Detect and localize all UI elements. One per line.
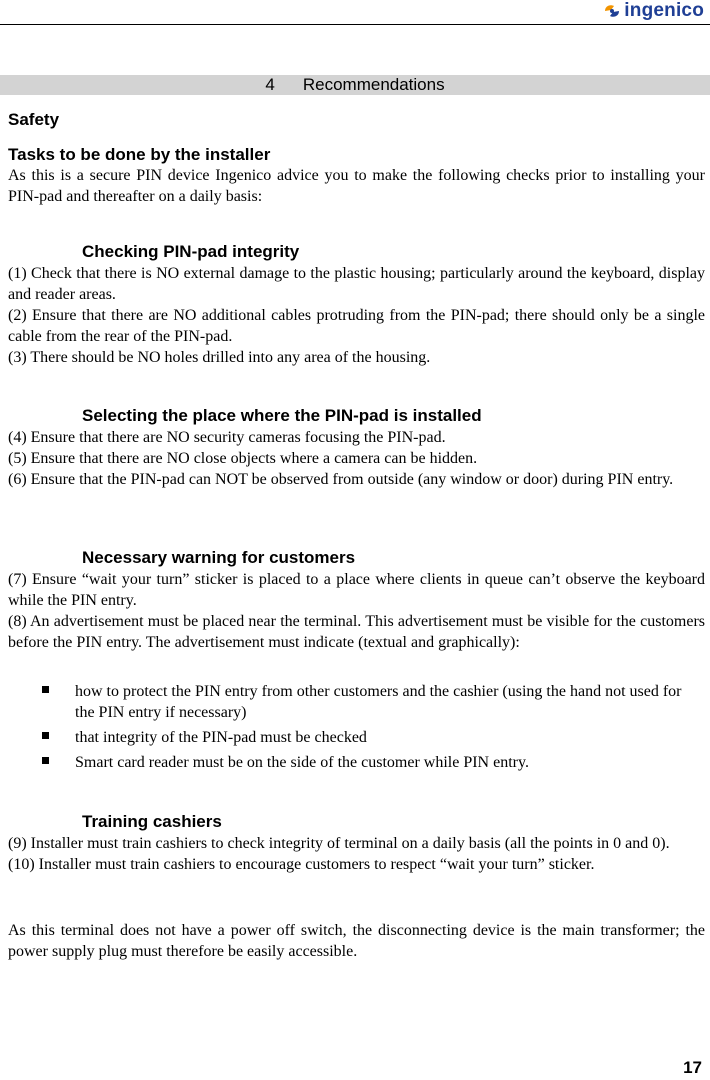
section-heading-bar [0,75,710,95]
warning-item-8: (8) An advertisement must be placed near the terminal. This advertisement must be visible for the customers before the PIN entry. The advertisement must indicate (textual and graphically): [8,613,705,651]
checking-item-3: (3) There should be NO holes drilled into any area of the housing. [8,349,431,366]
header-divider [0,24,710,25]
tasks-intro [8,165,705,207]
tasks-intro-text: As this is a secure PIN device Ingenico advice you to make the following checks prior to installing your PIN-pad and thereafter on a daily basis: [8,167,705,205]
bullet-text: how to protect the PIN entry from other customers and the cashier (using the hand not used for the PIN entry if necessary) [75,683,682,721]
closing-paragraph [8,920,705,962]
list-item [8,727,705,748]
company-logo [603,0,704,22]
page-number: 17 [683,1058,702,1077]
section-title: Recommendations [302,75,445,94]
checking-item-1: (1) Check that there is NO external damage to the plastic housing; particularly around the keyboard, display and reader areas. [8,265,705,303]
bullet-text: Smart card reader must be on the side of the customer while PIN entry. [75,754,529,771]
ingenico-logo-icon [603,2,621,20]
placement-items [8,427,705,490]
bullet-square-icon [42,686,49,693]
bullet-text: that integrity of the PIN-pad must be checked [75,729,367,746]
section-number: 4 [265,75,275,94]
warning-items [8,569,705,653]
bullet-square-icon [42,732,49,739]
advertisement-bullet-list [8,681,705,773]
tasks-heading: Tasks to be done by the installer [8,145,271,164]
list-item [8,752,705,773]
checking-item-2: (2) Ensure that there are NO additional cables protruding from the PIN-pad; there should only be a single cable from the rear of the PIN-pad. [8,307,705,345]
checking-heading: Checking PIN-pad integrity [82,242,300,261]
placement-item-4: (4) Ensure that there are NO security cameras focusing the PIN-pad. [8,429,446,446]
logo-text: ingenico [624,0,704,21]
checking-items [8,263,705,368]
closing-text: As this terminal does not have a power off switch, the disconnecting device is the main transformer; the power supply plug must therefore be easily accessible. [8,922,705,960]
training-items [8,833,705,875]
safety-heading: Safety [8,110,60,129]
bullet-square-icon [42,757,49,764]
training-item-10: (10) Installer must train cashiers to encourage customers to respect “wait your turn” sticker. [8,856,595,873]
training-heading: Training cashiers [82,812,222,831]
placement-item-6: (6) Ensure that the PIN-pad can NOT be observed from outside (any window or door) during PIN entry. [8,471,674,488]
training-item-9: (9) Installer must train cashiers to check integrity of terminal on a daily basis (all the points in 0 and 0). [8,835,670,852]
placement-heading: Selecting the place where the PIN-pad is installed [82,406,482,425]
warning-heading: Necessary warning for customers [82,548,356,567]
list-item [8,681,705,723]
placement-item-5: (5) Ensure that there are NO close objects where a camera can be hidden. [8,450,478,467]
warning-item-7: (7) Ensure “wait your turn” sticker is placed to a place where clients in queue can’t observe the keyboard while the PIN entry. [8,571,705,609]
